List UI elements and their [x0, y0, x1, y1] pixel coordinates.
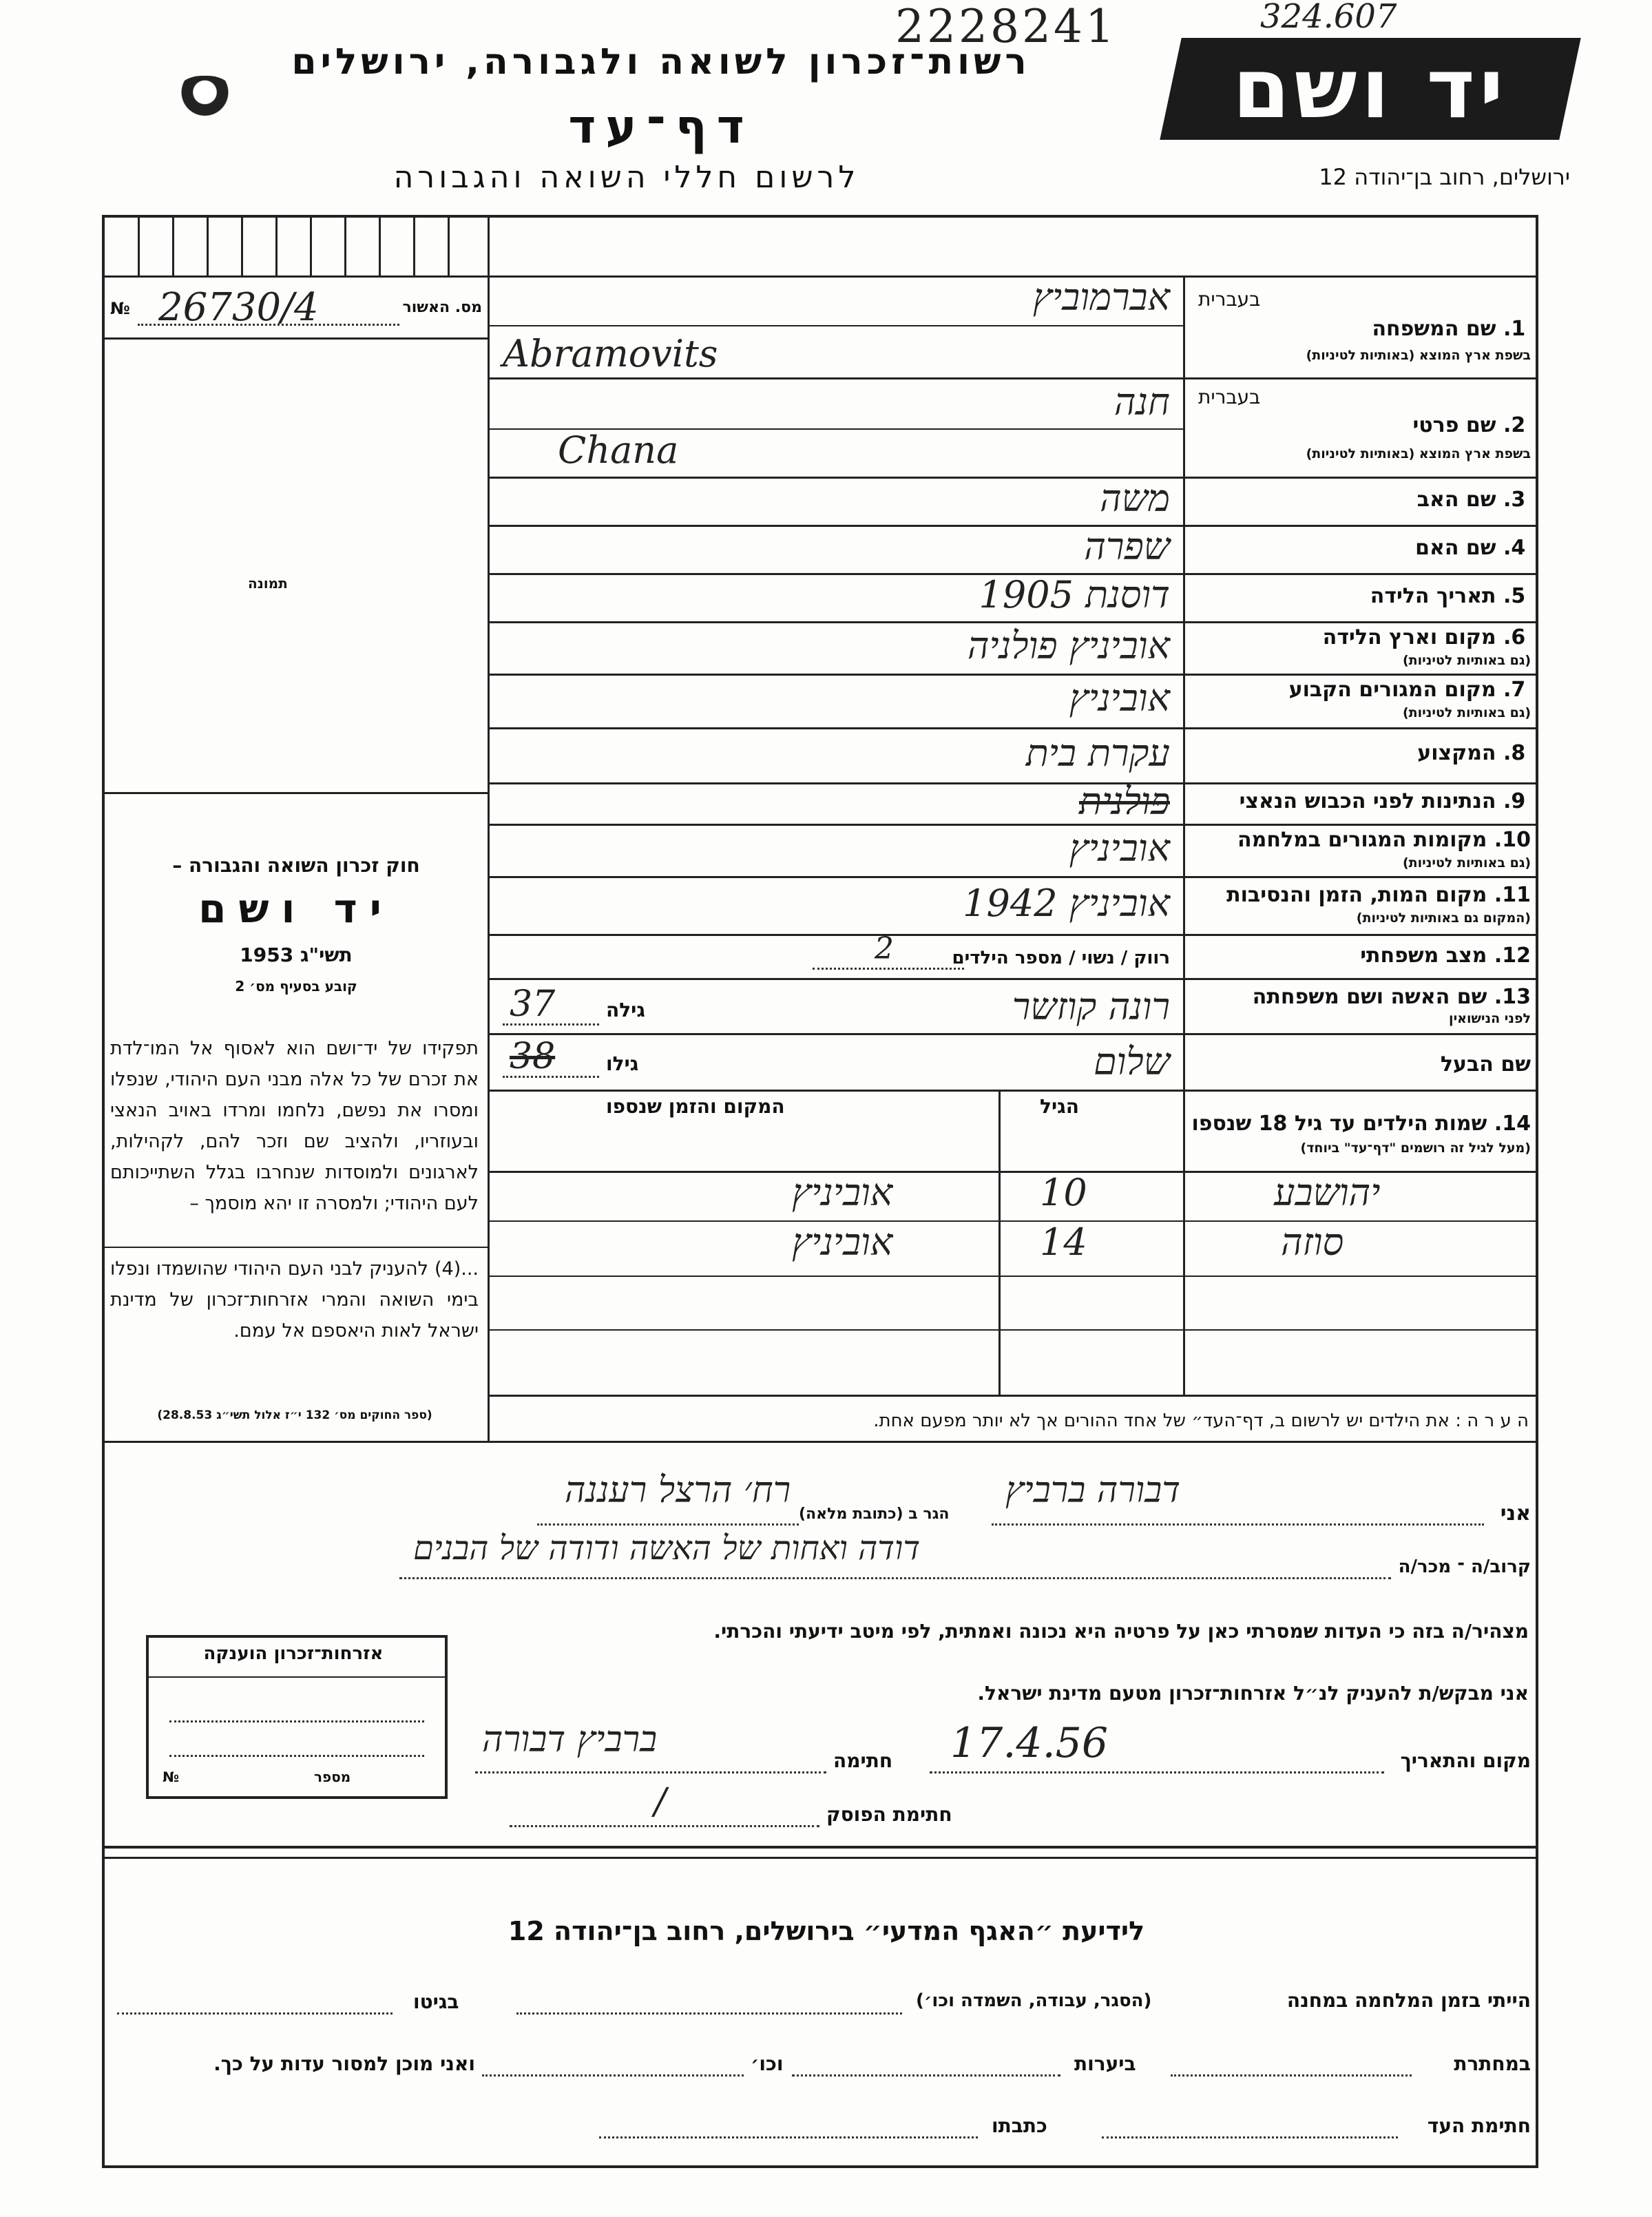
field-13-value: רונה קוזשר [1012, 985, 1170, 1028]
field-2-lang: בעברית [1198, 386, 1261, 408]
field-10-sub: (גם באותיות לטיניות) [1402, 855, 1531, 871]
husband-age-label: גילו [606, 1052, 639, 1075]
field-12-children: 2 [875, 931, 894, 966]
document-number: 2228241 [895, 0, 1117, 53]
declaration-ani: אני [1500, 1501, 1531, 1526]
field-8-value: עקרת בית [1025, 731, 1170, 775]
form-title: דף־עד [568, 100, 754, 154]
field-1-lang: בעברית [1198, 288, 1261, 311]
ink-blot [176, 76, 234, 117]
logo-text: יד ושם [1233, 41, 1508, 137]
field-2-label: 2. שם פרטי [1412, 413, 1526, 437]
citizenship-title: אזרחות־זכרון הוענקה [203, 1643, 384, 1664]
children-sub: (מעל לגיל זה רושמים "דף־עד" ביוחד) [1300, 1141, 1531, 1156]
field-7-value: אוביניץ [1069, 676, 1170, 720]
form-subtitle: לרשום חללי השואה והגבורה [393, 160, 860, 195]
citizenship-box [146, 1635, 448, 1799]
declaration-gar-label: הגר ב (כתובת מלאה) [799, 1506, 950, 1523]
footer-line1-c: בגיטו [413, 1990, 459, 2013]
field-2-value-latin: Chana [558, 428, 679, 472]
husband-value: שלום [1093, 1040, 1170, 1083]
field-10-label: 10. מקומות המגורים במלחמה [1237, 828, 1531, 852]
field-7-sub: (גם באותיות לטיניות) [1402, 705, 1531, 720]
footer-line2-a: במחתרת [1454, 2052, 1531, 2075]
field-9-value: פולנית [1078, 780, 1170, 823]
law-title: חוק זכרון השואה והגבורה – [172, 854, 420, 877]
citizenship-number-label: מספר [314, 1769, 351, 1785]
field-1-sub: בשפת ארץ המוצא (באותיות לטיניות) [1306, 348, 1531, 363]
field-1-label: 1. שם המשפחה [1372, 317, 1526, 341]
note-text: ה ע ר ה : את הילדים יש לרשום ב, דף־העד״ של אחד ההורים אך לא יותר מפעם אחת. [873, 1411, 1529, 1431]
corner-note: 324.607 [1260, 0, 1397, 36]
field-6-sub: (גם באותיות לטיניות) [1402, 653, 1531, 668]
footer-line1-a: הייתי בזמן המלחמה במחנה [1286, 1989, 1531, 2012]
field-11-value: אוביניץ 1942 [963, 882, 1170, 925]
field-13-age-label: גילה [606, 999, 645, 1021]
field-3-label: 3. שם האב [1416, 488, 1526, 512]
child-2-place: אוביניץ [792, 1220, 893, 1264]
husband-age: 38 [510, 1036, 556, 1077]
declaration-statement-1: מצהיר/ה בזה כי העדות שמסרתי כאן על פרטיה היא נכונה ואמתית, לפי מיטב ידיעתי והכרתי. [713, 1620, 1529, 1643]
field-6-value: אוביניץ פולניה [967, 624, 1170, 667]
declaration-name: דבורה ברביץ [1005, 1470, 1181, 1511]
yad-vashem-logo [1160, 38, 1580, 140]
husband-label: שם הבעל [1440, 1052, 1531, 1076]
child-1-place: אוביניץ [792, 1171, 893, 1214]
children-label: 14. שמות הילדים עד גיל 18 שנספו [1191, 1112, 1531, 1136]
serial-prefix: מס. האשור [402, 299, 482, 316]
field-4-label: 4. שם האם [1415, 536, 1526, 560]
officer-signature-value: / [654, 1781, 667, 1822]
serial-value: 26730/4 [158, 285, 319, 330]
field-5-label: 5. תאריך הלידה [1370, 584, 1526, 608]
organization-title: רשות־זכרון לשואה ולגבורה, ירושלים [291, 41, 1031, 83]
place-date-label: מקום והתאריך [1400, 1749, 1531, 1772]
officer-signature-label: חתימת הפוסק [826, 1803, 952, 1826]
field-11-sub: (המקום גם באותיות לטיניות) [1356, 910, 1531, 926]
field-12-value: רווק / נשוי / מספר הילדים [952, 948, 1170, 968]
field-8-label: 8. המקצוע [1417, 741, 1526, 765]
field-1-value-latin: Abramovits [503, 332, 718, 375]
photo-label: תמונה [248, 575, 288, 592]
footer-line3-b: כתבתו [992, 2114, 1047, 2137]
footer-line1-b: (הסגר, עבודה, השמדה וכו׳) [916, 1990, 1152, 2011]
law-text-2: ...(4) להעניק לבני העם היהודי שהושמדו ונפלו בימי השואה והמרי אזרחות־זכרון של מדינת ישראל לאות היאספם אל עמם. [110, 1258, 479, 1342]
child-2-name: סוזה [1281, 1220, 1344, 1264]
field-3-value: משה [1100, 477, 1170, 520]
law-year: 1953 [240, 944, 294, 966]
relation-label: קרוב/ה ־ מכר/ה [1398, 1557, 1531, 1577]
child-1-age: 10 [1040, 1171, 1087, 1214]
field-13-age: 37 [510, 983, 556, 1025]
field-6-label: 6. מקום וארץ הלידה [1322, 625, 1526, 649]
field-2-value: חנה [1113, 380, 1170, 424]
signature-value: ברביץ דבורה [482, 1719, 658, 1760]
declaration-address: רח׳ הרצל רעננה [565, 1470, 791, 1511]
field-4-value: שפרה [1084, 525, 1170, 568]
relation-value: דודה ואחות של האשה ודודה של הבנים [413, 1529, 921, 1568]
signature-label: חתימה [833, 1749, 893, 1772]
field-7-label: 7. מקום המגורים הקבוע [1288, 678, 1526, 702]
child-1-name: יהושבע [1274, 1171, 1381, 1214]
footer-line2-c: וכו׳ [751, 2052, 784, 2075]
field-13-label: 13. שם האשה ושם משפחתה [1252, 985, 1531, 1009]
field-11-label: 11. מקום המות, הזמן והנסיבות [1226, 883, 1531, 907]
law-clause: קובע בסעיף מס׳ 2 [235, 978, 357, 995]
field-5-value: דוסנת 1905 [979, 573, 1170, 616]
footer-line3-a: חתימת העד [1427, 2114, 1531, 2137]
child-2-age: 14 [1040, 1220, 1087, 1264]
citizenship-number-suffix: № [163, 1769, 180, 1785]
footer-line2-b: ביערות [1074, 2052, 1136, 2075]
law-text: תפקידו של יד־ושם הוא לאסוף אל המו־לדת את זכרם של כל אלה מבני העם היהודי, שנפלו ומסרו את נפשם, נלחמו ומרדו באויב הנאצי ובעוזריו, ולהציב שם וזכר להם, לקהילות, לארגונים ולמוסדות שנחרבו בגלל השתייכותם לעם היהודי; ולמסרה זו יהא מוסמך – [110, 1038, 479, 1214]
law-source: (ספר החוקים מס׳ 132 י״ז אלול תשי״ג 28.8.53) [157, 1408, 432, 1422]
serial-suffix: № [110, 299, 130, 318]
header-address: ירושלים, רחוב בן־יהודה 12 [1319, 164, 1570, 190]
children-col-place: המקום והזמן שנספו [606, 1095, 785, 1118]
field-1-value: אברמוביץ [1032, 275, 1170, 319]
footer-line2-d: ואני מוכן למסור עדות על כך. [213, 2052, 475, 2075]
law-name: יד ושם [198, 885, 394, 932]
field-2-sub: בשפת ארץ המוצא (באותיות לטיניות) [1306, 446, 1531, 461]
field-10-value: אוביניץ [1069, 826, 1170, 870]
serial-number-row [110, 285, 482, 331]
field-9-label: 9. הנתינות לפני הכבוש הנאצי [1239, 789, 1526, 813]
field-12-label: 12. מצב משפחתי [1360, 944, 1531, 968]
declaration-statement-2: אני מבקש/ת להעניק לנ״ל אזרחות־זכרון מטעם מדינת ישראל. [977, 1682, 1529, 1705]
law-year-heb: תשי"ג [300, 944, 353, 966]
place-date-value: 17.4.56 [950, 1719, 1109, 1767]
children-col-age: הגיל [1040, 1095, 1079, 1118]
law-year-row [110, 944, 482, 966]
footer-title: לידיעת ״האגף המדעי״ בירושלים, רחוב בן־יהודה 12 [508, 1916, 1145, 1946]
field-13-sub: לפני הנישואין [1449, 1011, 1531, 1026]
